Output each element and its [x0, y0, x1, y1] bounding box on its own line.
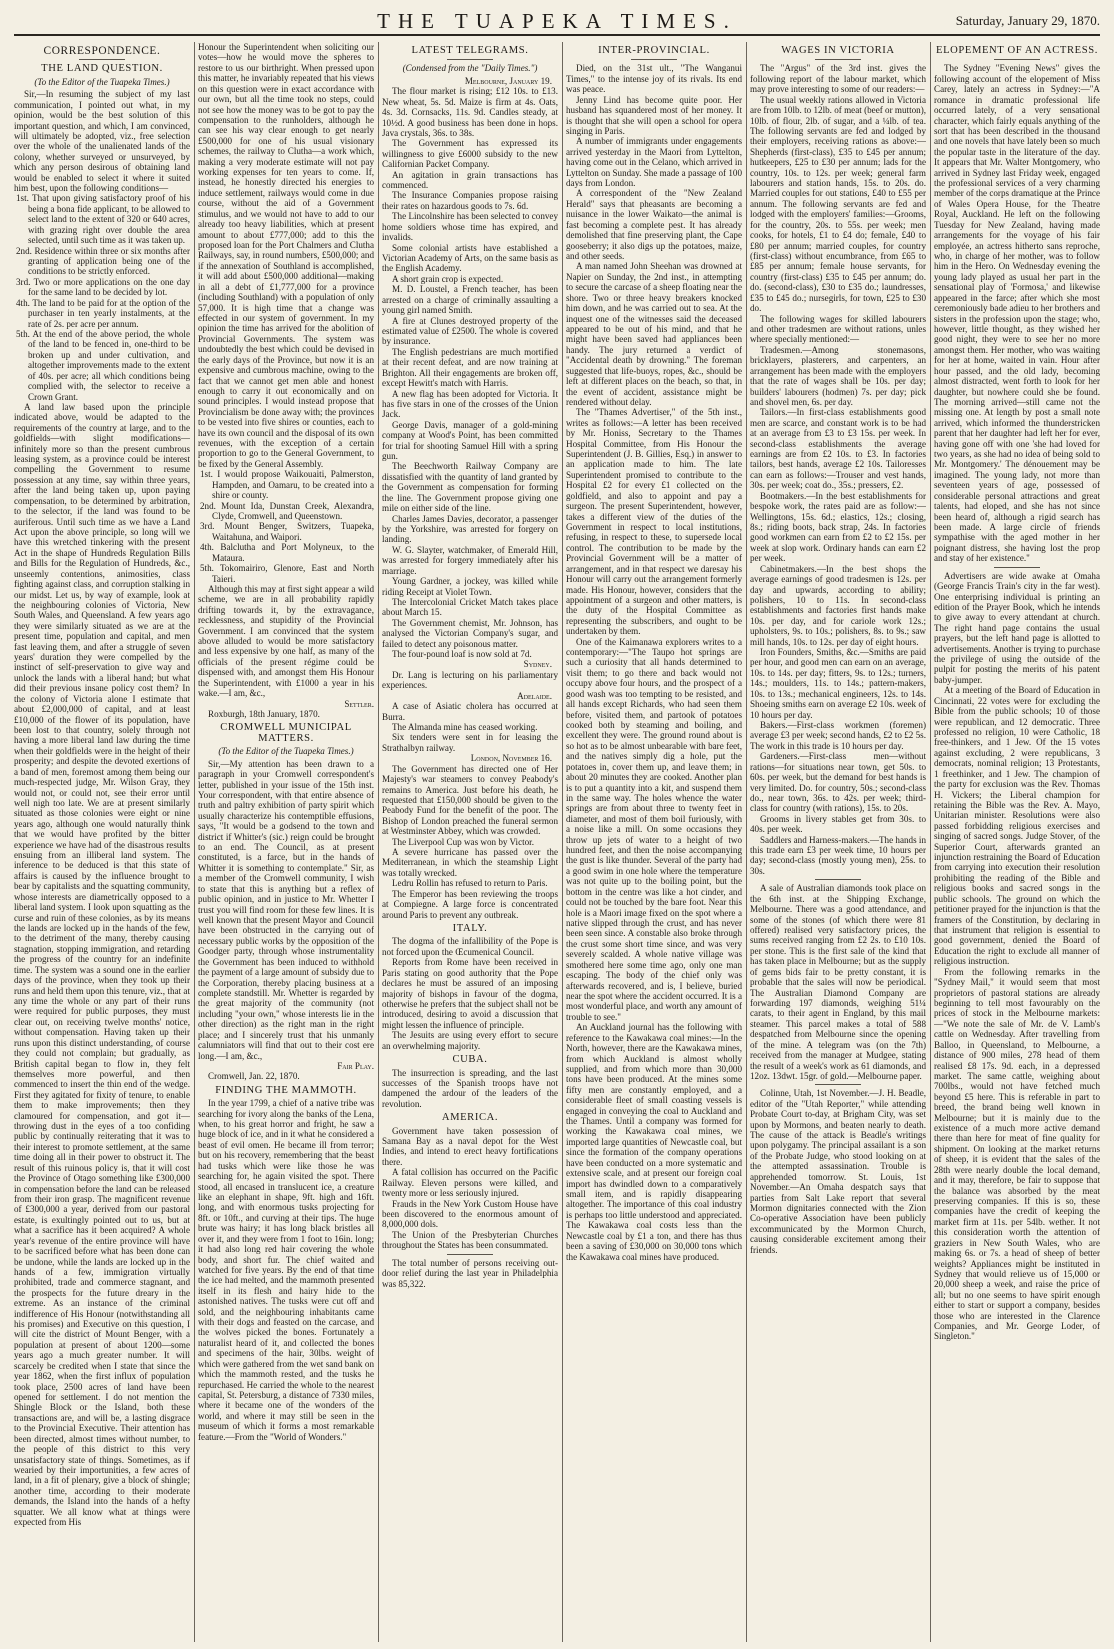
paragraph: The Sydney "Evening News" gives the following account of the elopement of Miss Carey, lately an actress in Sydney:—"A romance in dramatic professional life occurred lately, of a very sensational character, which fairly equals anything of the sort that has been described in the thousand and one novels that have lately been so much the popular taste in the literature of the day. It appears that Mr. Walter Montgomery, who arrived in Sydney last Friday week, engaged the professional services of a very charming member of the corps dramatique at the Prince of Wales Opera House, for the Theatre Royal, Auckland. He left on the following Tuesday for New Zealand, having made arrangements for the voyage of his fair employée, an actress hitherto sans reproche, who, in charge of her mother, was to follow him in the Hero. On Wednesday evening the young lady played as usual her part in the sensational play of 'Formosa,' and likewise appeared in the farce; after which she most ceremoniously bade adieu to her brothers and sisters in the profession upon the stage; who, however, little thought, as they wished her good night, they were to see her no more amongst them. Her mother, who was waiting for her at home, waited in vain. Hour after hour passed, and the old lady, becoming almost distracted, went forth to look for her daughter, but nowhere could she be found. The morning arrived—still came not the missing one. At length by post a small note arrived, which informed the thunderstricken parent that her daughter had left her for ever, having gone off with one 'she had loved for two years, as she had no idea of being sold to Mr. Montgomery.' The dénouement may be imagined. The young lady, not more than seventeen years of age, possessed of considerable personal attractions and great talents, had eloped, and she has not since been heard of, although a rigid search has been made. A large circle of friends sympathise with the aged mother in her poignant distress, she having lost the prop and stay of her existence." — [934, 63, 1100, 564]
divider — [815, 1084, 861, 1085]
paragraph: Although this may at first sight appear a wild scheme, we are in all probability rapidly drifting towards it, by the extravagance, recklessness, and stupidity of the Provincial Government. I am convinced that the system above alluded to would be more satisfactory and less expensive by one half, as many of the officials of the present régime could be dispensed with, and amongst them His Honour the Superintendent, with £1000 a year in his wake.—I am, &c., — [198, 583, 374, 699]
paragraph: The Jesuits are using every effort to secure an overwhelming majority. — [382, 1030, 558, 1051]
signature: Settler. — [344, 698, 374, 709]
paragraph: Cabinetmakers.—In the best shops the average earnings of good tradesmen is 12s. per day and upwards, according to ability; polishers, 10 to 11s. In second-class establishments and factories first hands make 10s. per day, and for cariole work 12s.; upholsters, 9s. to 10s.; polishers, 8s. to 9s.; saw mill hands, 10s. to 12s. per day of eight hours. — [750, 563, 926, 647]
section-heading-italy: ITALY. — [452, 923, 488, 935]
paragraph: Grooms in livery stables get from 30s. to 40s. per week. — [750, 813, 926, 835]
list-item: 5th. Tokomairiro, Glenore, East and North Taieri. — [200, 563, 374, 584]
paragraph: The Intercolonial Cricket Match takes place about March 15. — [382, 596, 558, 618]
list-item: 1st. That upon giving satisfactory proof of his being a bona fide applicant, to be allowed to select land to the extent of 320 or 640 acres, with grazing right over double the area selected, until such time as it was taken up. — [16, 193, 190, 246]
paragraph: From the following remarks in the "Sydney Mail," it would seem that most proprietors of pastoral stations are already beginning to tell most favourably on the prices of stock in the Melbourne markets:—"We note the sale of Mr. de V. Lamb's cattle on Wednesday. After travelling from Balloo, in Queensland, to Melbourne, a distance of 900 miles, 278 head of them realised £8 17s. 9d. each, in a depressed market. The same cattle, weighing about 700lbs., would not have fetched much beyond £5 here. This is referable in part to breed, the brand being well known in Melbourne; but it is mainly due to the existence of a much more active demand there than here for meat of fine quality for shipment. On looking at the market returns of sheep, it is evident that the sales of the 28th were nearly double the local demand, and it may, therefore, be fair to suppose that the balance was absorbed by the meat preserving companies. If this is so, these companies have the credit of keeping the market firm at 11s. per 54lb. wether. It not this consideration worth the attention of graziers in New South Wales, who are making 6s. or 7s. a head of sheep of better weights? Appliances might be instituted in Sydney that would relieve us of 15,000 or 20,000 sheep a week, and raise the price of all; but no one seems to have spirit enough either to start or support a company, besides those who are interested in the Clarence Companies, and Mr. George Loder, of Singleton." — [934, 966, 1100, 1342]
divider — [447, 59, 493, 60]
source-note: (Condensed from the "Daily Times.") — [402, 63, 538, 74]
list-item: 5th. At the end of the above period, the whole of the land to be fenced in, one-third to be broken up and under cultivation, and altogether improvements made to the extent of 40s. per acre; all which conditions being complied with, the selector to receive a Crown Grant. — [16, 328, 190, 402]
columns — [14, 42, 1100, 1642]
list-item: 4th. The land to be paid for at the option of the purchaser in ten yearly instalments, at the rate of 2s. per acre per annum. — [16, 297, 190, 329]
paragraph: The Beechworth Railway Company are dissatisfied with the quantity of land granted by the Government as compensation for forming the line. The Government propose giving one mile on either side of the line. — [382, 461, 558, 514]
divider — [815, 59, 861, 60]
paragraph: Young Gardner, a jockey, was killed while riding Receipt at Violet Town. — [382, 576, 558, 597]
paragraph: Advertisers are wide awake at Omaha (George Francis Train's city in the far west). One enterprising individual is printing an edition of the Prayer Book, which he intends to give away to every attendant at church. The right hand page contains the usual prayers, but the left hand page is allotted to advertisements. Another is trying to purchase the privilege of using the outside of the pulpit for posting the merits of his patent baby-jumper. — [934, 570, 1100, 685]
paragraph: The Government has expressed its willingness to give £6000 subsidy to the new Californian Packet Company. — [382, 138, 558, 170]
paragraph: The total number of persons receiving out-door relief during the last year in Philadelphia was 85,322. — [382, 1257, 558, 1289]
paragraph: W. G. Slayter, watchmaker, of Emerald Hill, was arrested for forgery immediately after his marriage. — [382, 544, 558, 576]
column-1 — [14, 42, 190, 1642]
dateline: Roxburgh, 18th January, 1870. — [208, 709, 320, 719]
paragraph: One of the Kaimanawa explorers writes to a contemporary:—"The Taupo hot springs are such a curiosity that all hands determined to visit them; to go there and back would not occupy above four hours, and the prospect of a good wash was too tempting to be resisted, and all hands except Richards, who had seen them before, visited them, and partook of potatoes cooked both by steaming and boiling, and excellent they were. The ground round about is so hot as to be almost unbearable with bare feet, and the natives simply dig a hole, put the potatoes in, cover them up, and leave them; in about 20 minutes they are cooked. Another plan is to put a quantity into a kit, and suspend them in the same way. The holes whence the water springs are from about three to twenty feet in diameter, and most of them boil furiously, with a noise like a mill. On some occasions they throw up jets of water to a height of two hundred feet, and then the noise accompanying the gust is like thunder. Several of the party had a good swim in one hole where the temperature was not quite up to the boiling point, but the bottom in the centre was like a hot cinder, and could not be touched by the bare foot. Near this hole is a Maori image fixed on the spot where a native slipped through the crust, and has never been seen since. A constable also broke through the crust some short time since, and was very severely scalded. A whole native village was smothered here some time ago, only one man escaping. The body of the chief only was afterwards recovered, and is, I believe, buried near the spot where the accident occurred. It is a most wonderful place, and worth any amount of trouble to see." — [566, 636, 742, 1022]
list-item: 1st. I would propose Waikouaiti, Palmerston, Hampden, and Oamaru, to be created into a shire or county. — [200, 469, 374, 501]
article-title-mammoth: FINDING THE MAMMOTH. — [215, 1084, 357, 1096]
column-4 — [566, 42, 742, 1642]
column-6 — [934, 42, 1100, 1642]
section-heading-correspondence: CORRESPONDENCE. — [43, 45, 161, 57]
paragraph: A case of Asiatic cholera has occurred at Burra. — [382, 701, 558, 722]
paragraph: The Government chemist, Mr. Johnson, has analysed the Victorian Company's sugar, and failed to detect any poisonous matter. — [382, 617, 558, 649]
paragraph: Jenny Lind has become quite poor. Her husband has squandered most of her money. It is thought that she will open a school for opera singing in Paris. — [566, 94, 742, 136]
paragraph: Bootmakers.—In the best establishments for bespoke work, the rates paid are as follow:—Wellingtons, 15s. 6d.; elastics, 12s.; closing, 8s.; riding boots, back strap, 24s. In factories good workmen can earn from £2 to £2 15s. per week at slop work. Ordinary hands can earn £2 per week. — [750, 490, 926, 564]
paragraph: The following wages for skilled labourers and other tradesmen are without rations, unles where specially mentioned:— — [750, 313, 926, 345]
list-item: 4th. Balclutha and Port Molyneux, to the Mataura. — [200, 542, 374, 563]
paragraph: Saddlers and Harness-makers.—The hands in this trade earn £3 per week time, 10 hours per day; second-class (mostly young men), 25s. to 30s. — [750, 834, 926, 876]
dateline: Cromwell, Jan. 22, 1870. — [208, 1071, 300, 1082]
paragraph: Colinne, Utah, 1st November.—J. H. Beadle, editor of the "Utah Reporter," while attending Probate Court to-day, at Brigham City, was set upon by Mormons, and beaten nearly to death. The cause of the attack is Beadle's writings upon polygamy. The principal assailant is a son of the Probate Judge, who stood looking on at the attempted assassination. Trouble is apprehended tomorrow. St. Louis, 1st November.—An Omaha despatch says that parties from Salt Lake report that several Mormon dignitaries connected with the Zion Co-operative Association have been publicly excommunicated by the Mormon Church, causing considerable excitement among their friends. — [750, 1088, 926, 1255]
signature: Fair Play. — [337, 1060, 374, 1071]
paragraph: The Almanda mine has ceased working. — [392, 722, 538, 732]
paragraph: M. D. Loustel, a French teacher, has been arrested on a charge of criminally assaulting a young girl named Smith. — [382, 284, 558, 316]
paragraph: Ledru Rollin has refused to return to Paris. — [392, 878, 548, 889]
editor-address: (To the Editor of the Tuapeka Times.) — [34, 76, 170, 87]
divider — [994, 59, 1040, 60]
paragraph: A man named John Sheehan was drowned at Napier on Sunday, the 2nd inst., in attempting to secure the carcase of a sheep floating near the shore. Two or three heavy breakers knocked him down, and he was carried out to sea. At the inquest one of the witnesses said the deceased appeared to be out of his mind, and that he might have been saved had appliances been handy. The jury returned a verdict of "Accidental death by drowning." The foreman suggested that life-buoys, ropes, &c., should be left at different places on the beach, so that, in the event of accident, assistance might be rendered without delay. — [566, 261, 742, 407]
divider — [447, 1254, 493, 1255]
paragraph: A severe hurricane has passed over the Mediterranean, in which the steamship Light was totally wrecked. — [382, 847, 558, 878]
dateline: London, November 16. — [470, 753, 552, 764]
paragraph: The Union of the Presbyterian Churches throughout the States has been consummated. — [382, 1229, 558, 1251]
column-rule — [194, 42, 195, 1642]
paragraph: A new flag has been adopted for Victoria. It has five stars in one of the crosses of the Union Jack. — [382, 388, 558, 420]
paragraph: Sir,—In resuming the subject of my last communication, I pointed out what, in my opinion, would be the best solution of this important question, and which, I am convinced, will ultimately be adopted, viz., free selection over the whole of the unalienated lands of the colony, whether surveyed or unsurveyed, by which any person desirous of obtaining land would be enabled to select it where it suited him best, upon the following conditions— — [14, 89, 190, 194]
column-2 — [198, 42, 374, 1642]
paragraph: A sale of Australian diamonds took place on the 6th inst. at the Shipping Exchange, Melbourne. There was a good attendance, and some of the stones (of which there were 81 offered) realised very satisfactory prices, the sums received ranging from £2 2s. to £10 10s. per stone. This is the first sale of the kind that has taken place in Melbourne; but as the supply of gems bids fair to be pretty constant, it is probable that the sales will now be periodical. The Australian Diamond Company are forwarding 197 diamonds, weighing 51¼ carats, to their agent in England, by this mail steamer. This parcel makes a total of 588 despatched from Melbourne since the opening of the mine. A telegram was (on the 7th) received from the manager at Mudgee, stating the result of a week's work as 61 diamonds, and 12oz. 13dwt. 15gr. of gold.—Melbourne paper. — [750, 883, 926, 1081]
list-item: 3rd. Two or more applications on the one day for the same land to be decided by lot. — [16, 276, 190, 298]
paragraph: Dr. Lang is lecturing on his parliamentary experiences. — [382, 669, 558, 691]
article-title-inter-provincial: INTER-PROVINCIAL. — [598, 45, 710, 56]
paragraph: The Insurance Companies propose raising their rates on hazardous goods to 7s. 6d. — [382, 190, 558, 211]
dateline: Adelaide. — [517, 690, 552, 701]
masthead — [14, 6, 1100, 36]
list-item: 3rd. Mount Benger, Switzers, Tuapeka, Waitahuna, and Waipori. — [200, 521, 374, 542]
article-title-telegrams: LATEST TELEGRAMS. — [411, 45, 529, 56]
paragraph: A short grain crop is expected. — [392, 273, 504, 284]
paragraph: In the year 1799, a chief of a native tribe was searching for ivory along the banks of the Lena, when, to his great horror and fright, he saw a huge block of ice, and in it what he considered a beast of evil omen. He became ill from terror; but on his recovery, remembering that the beast had tusks which were like those he was searching for, he again visited the spot. There stood, all encased in translucent ice, a creature like an elephant in shape, 9ft. high and 16ft. long, and with enormous tusks projecting for 8ft. or 10ft., and curving at their tips. The huge brute was hairy; it has long black bristles all over it, and they were from 1 foot to 16in. long; it had also long red hair covering the whole body, and short fur. The chief waited and watched for five years. By the end of that time the ice had melted, and the mammoth presented itself in its flesh and hairy hide to the astonished natives. The tusks were cut off and sold, and the neighbouring inhabitants came with their dogs and feasted on the carcase, and the wolves picked the bones. Fortunately a naturalist heard of it, and collected the bones and specimens of the hair, 30lbs. weight of which were gathered from the wet sand bank on which the mammoth rested, and the tusks he repurchased. He carried the whole to the nearest capital, St. Petersburg, a distance of 7330 miles, where it became one of the wonders of the world, and where it may still be seen in the museum of which it forms a most remarkable feature.—From the "World of Wonders." — [198, 1098, 374, 1442]
paragraph: An Auckland journal has the following with reference to the Kawakawa coal mines:—In the North, however, there are the Kawakawa mines, from which Auckland is almost wholly supplied, and from which more than 30,000 tons have been produced. At the mines some fifty men are constantly employed, and a considerable fleet of small coasting vessels is engaged in conveying the coal to Auckland and the Thames. Until a company was formed for working the Kawakawa coal mines, we imported large quantities of Newcastle coal, but since the formation of the company operations have been conducted on a more systematic and extensive scale, and at present our foreign coal import has dwindled down to a comparatively small item, and is rapidly disappearing altogether. The importance of this coal industry is perhaps too little understood and appreciated. The Kawakawa coal costs less than the Newcastle coal by £1 a ton, and there has thus been a saving of £30,000 on 30,000 tons which the Kawakawa coal mines have produced. — [566, 1022, 742, 1262]
paragraph: At a meeting of the Board of Education in Cincinnati, 22 votes were for excluding the Bible from the public schools; 10 of those were republican, and 12 democratic. Three professed no religion, 10 were Catholic, 18 free-thinkers, and 1 Jew. Of the 15 votes against excluding, 2 were republicans, 3 democrats, nominal religion; 13 Protestants, 1 freethinker, and 1 Jew. The champion of the party for exclusion was the Rev. Thomas H. Vickers; the Liberal champion for retaining the Bible was the Rev. A. Mayo, Unitarian minister. Resolutions were also passed forbidding religious exercises and singing of sacred songs. Judge Stover, of the Superior Court, afterwards granted an injunction restraining the Board of Education from carrying into execution their resolution prohibiting the reading of the Bible and religious books and sacred songs in the public schools. The ground on which the petitioner prayed for the injunction is that the framers of the Constitution, by declaring in that instrument that religion is essential to good government, denied the Board of Education the right to exclude all manner of religious instruction. — [934, 685, 1100, 967]
paragraph: A correspondent of the "New Zealand Herald" says that pheasants are becoming a nuisance in the lower Waikato—the animal is fast becoming a complete pest. It has already demolished that fine preserving plant, the Cape gooseberry; it also digs up the potatoes, maize, and other seeds. — [566, 188, 742, 262]
paragraph: Some colonial artists have established a Victorian Academy of Arts, on the same basis as the English Academy. — [382, 242, 558, 274]
paragraph: The Lincolnshire has been selected to convey home soldiers whose time has expired, and invalids. — [382, 211, 558, 243]
paragraph: The "Argus" of the 3rd inst. gives the following report of the labour market, which may prove interesting to some of our readers:— — [750, 63, 926, 95]
column-5 — [750, 42, 926, 1642]
paragraph: Honour the Superintendent when soliciting our votes—how he would move the spheres to restore to us our birthright. When pressed upon this matter, he invariably repeated that his views on this question were in exact accordance with our own, but all the time took no steps, could not see how the money was to be got to pay the compensation to the runholders, although he can see his way clear enough to get nearly £500,000 for one of his usual visionary schemes, the railway to Clutha—a work which, making a very moderate estimate will not pay working expenses for ten years to come. If, instead, he honestly directed his energies to induce settlement, railways would come in due course, without the aid of a Government stimulus, and we would not have to add to our already too heavy liabilities, which at present amount to about £777,000; add to this the proposed loan for the Port Chalmers and Clutha Railways, say, in round numbers, £500,000; and if the annexation of Southland is accomplished, it will add about £500,000 additional—making in all a debt of £1,777,000 for a province (including Southland) with a population of only 57,000. It is high time that a change was effected in our system of government. In my opinion the time has arrived for the abolition of Provincial Governments. The system was undoubtedly the best which could be devised in the early days of the Province, but now it is an expensive and cumbrous machine, owing to the fact that we cannot get men able and honest enough to carry it out economically and on sound principles. I would instead propose that Provincialism be done away with; the provinces to be vested into five shires or counties, each to have its own council and the disposal of its own revenues, with the exception of a certain proportion to go to the General Government, to be fixed by the General Assembly. — [198, 42, 374, 469]
paragraph: Charles James Davies, decorator, a passenger by the Yorkshire, was arrested for forgery on landing. — [382, 513, 558, 545]
paragraph: Bakers.—First-class workmen (foremen) average £3 per week; second hands, £2 to £2 5s. The work in this trade is 10 hours per day. — [750, 720, 926, 751]
paragraph: Frauds in the New York Custom House have been discovered to the enormous amount of 8,000,000 dols. — [382, 1198, 558, 1230]
article-title-wages: WAGES IN VICTORIA — [781, 45, 895, 56]
column-rule — [378, 42, 379, 1642]
paragraph: Gardeners.—First-class men—without rations—for situations near town, get 50s. to 60s. per week, but the demand for best hands is very limited. Do. for country, 50s.; second-class do., near town, 36s. to 42s. per week; third-class for country (with rations), 15s. to 20s. — [750, 751, 926, 814]
article-title-land-question: THE LAND QUESTION. — [41, 63, 163, 75]
paragraph: The "Thames Advertiser," of the 5th inst., writes as follows:—A letter has been received by Mr. Honiss, Secretary to the Thames Hospital Committee, from His Honour the Superintendent (J. B. Gillies, Esq.) in answer to an application made to him. The late Superintendent promised to contribute to the Hospital £2 for every £1 collected on the goldfield, and also to appoint and pay a surgeon. The present Superintendent, however, takes a different view of the duties of the Government in respect to local institutions, refusing, in respect to these, to supersede local control. The contribution to be made by the Provincial Government will be a matter of arrangement, and in that respect we daresay his Honour will carry out the arrangement formerly made. His Honour, however, considers that the appointment of a surgeon and other matters, is the duty of the Hospital Committee as representing the subscribers, and ought to be undertaken by them. — [566, 407, 742, 637]
paragraph: The Emperor has been reviewing the troops at Compiegne. A large force is concentrated around Paris to prevent any outbreak. — [382, 888, 558, 920]
column-3 — [382, 42, 558, 1642]
article-title-cromwell: CROMWELL MUNICIPAL MATTERS. — [220, 722, 352, 744]
dateline: Melbourne, January 19. — [464, 75, 552, 86]
dateline: Sydney. — [523, 659, 552, 670]
paragraph: George Davis, manager of a gold-mining company at Wood's Point, has been committed for trial for shooting Samuel Hill with a spring gun. — [382, 419, 558, 462]
divider — [994, 567, 1040, 568]
column-rule — [746, 42, 747, 1642]
paragraph: Iron Founders, Smiths, &c.—Smiths are paid per hour, and good men can earn on an average, 10s. to 14s. per day; fitters, 9s. to 12s.; turners, 14s.; moulders, 11s. to 14s.; pattern-makers, 10s. to 13s.; mechanical engineers, 12s. to 14s. Shoeing smiths earn on average £2 10s. week of 10 hours per day. — [750, 647, 926, 720]
paragraph: Government have taken possession of Samana Bay as a naval depot for the West Indies, and intend to erect heavy fortifications there. — [382, 1125, 558, 1167]
divider — [631, 59, 677, 60]
paragraph: The usual weekly rations allowed in Victoria are from 10lb. to 12lb. of meat (beef or mutton), 10lb. of flour, 2lb. of sugar, and a ¼lb. of tea. The following servants are fed and lodged by their employers, receiving rations as above:—Shepherds (first-class), £35 to £45 per annum; hutkeepers, £25 to £30 per annum; lads for the country, 10s. to 12s. per week; general farm labourers and station hands, 15s. to 20s. do. Married couples for out stations, £40 to £55 per annum. The following servants are fed and lodged with the employers' families:—Grooms, for the country, 20s. to 55s. per week; men cooks, for hotels, £1 to £4 do; female, £40 to £80 per annum; married couples, for country (first-class) without encumbrance, from £65 to £85 per annum; female house servants, for country (first-class) £35 to £45 per annum; do. do. (second-class), £30 to £35 do.; laundresses, £35 to £45 do.; nursegirls, for town, £25 to £30 do. — [750, 94, 926, 314]
paragraph: The four-pound loaf is now sold at 7d. — [392, 649, 532, 660]
paragraph: The English pedestrians are much mortified at their recent defeat, and are now training at Brighton. All their engagements are broken off, except Hewitt's match with Harris. — [382, 346, 558, 389]
paragraph: Six tenders were sent in for leasing the Strathalbyn railway. — [382, 732, 558, 753]
article-title-elopement: ELOPEMENT OF AN ACTRESS. — [936, 45, 1098, 56]
paragraph: A number of immigrants under engagements arrived yesterday in the Maori from Lyttelton, having come out in the Celano, which arrived in Lyttelton on Sunday. She made a passage of 100 days from London. — [566, 136, 742, 189]
paragraph: Sir,—My attention has been drawn to a paragraph in your Cromwell correspondent's letter, published in your issue of the 15th inst. Your correspondent, with that entire absence of truth and paltry exhibition of party spirit which usually characterize his contemptible effusions, says, "It would be a godsend to the town and district if Whitter's (sic.) reign could be brought to an end. The Council, as at present constituted, is a farce, but in the hands of Whitter it is something to contemplate." Sir, as a member of the Cromwell community, I wish to state that this is anything but a reflex of public opinion, and in justice to Mr. Whetter I trust you will find room for these few lines. It is well known that the present Mayor and Council have been obstructed in the carrying out of necessary public works by the opposition of the Goodger party, through whose instrumentality the Government has been induced to withhold the payment of a large amount of subsidy due to the Corporation, thereby placing business at a complete standstill. Mr. Whetter is regarded by the great majority of the community (not including "your own," whose interests lie in the other direction) as the right man in the right place; and I sincerely trust that his unmanly calumniators will find that out to their cost ere long.—I am, &c., — [198, 758, 374, 1061]
newspaper-title: THE TUAPEKA TIMES. — [377, 9, 737, 33]
paragraph: The Government has directed one of Her Majesty's war steamers to convey Peabody's remains to America. Just before his death, he requested that £150,000 should be given to the Peabody Fund for the benefit of the poor. The Bishop of London preached the funeral sermon at Westminster Abbey, which was crowded. — [382, 763, 558, 837]
list-item: 2nd. Residence within three or six months after granting of application being one of the conditions to be strictly enforced. — [16, 245, 190, 277]
section-heading-cuba: CUBA. — [452, 1054, 488, 1066]
column-rule — [562, 42, 563, 1642]
divider — [79, 59, 125, 60]
paragraph: The dogma of the infallibility of the Pope is not forced upon the Œcumenical Council. — [382, 936, 558, 957]
editor-address: (To the Editor of the Tuapeka Times.) — [218, 746, 354, 757]
paragraph: Died, on the 31st ult., "The Wanganui Times," to the intense joy of its rivals. Its end was peace. — [566, 63, 742, 95]
section-heading-america: AMERICA. — [441, 1112, 499, 1124]
paragraph: An agitation in grain transactions has commenced. — [382, 169, 558, 191]
list-item: 2nd. Mount Ida, Dunstan Creek, Alexandra, Clyde, Cromwell, and Queenstown. — [200, 500, 374, 521]
paragraph: The Liverpool Cup was won by Victor. — [392, 836, 534, 847]
divider — [815, 879, 861, 880]
paragraph: A land law based upon the principle indicated above, would be adapted to the requirements of the country at large, and to the goldfields—with slight modifications—infinitely more so than the present cumbrous leasing system, as a province could be interest compelling the Government to resume possession at any time, say within three years, after the land being taken up, upon paying compensation, to be determined by arbitration, to the selector, if the land was found to be auriferous. Until such time as we have a Land Act upon the above principle, so long will we have this wretched tinkering with the present Act in the shape of Hundreds Regulation Bills and Bills for the Regulation of Hundreds, &c., unseemly contentions, animosities, class fighting against class, and corruption stalking in our midst. Let us, by way of example, look at the neighbouring colonies of Victoria, New South Wales, and Queensland. A few years ago they were similarly situated as we are at the present time, population and capital, and men fast leaving them, and after a struggle of seven years' duration they were compelled by the instinct of self-preservation to give way and unlock the lands with a liberal hand; but what did their previous insane policy cost them? In the colony of Victoria alone I estimate that about £2,000,000 of capital, and at least £10,000 of the flower of its population, have been lost to that country, solely through not having a more liberal land law during the time when their goldfields were in the height of their prosperity; and despite the devoted exertions of a band of men, foremost among them being our much-respected judge, Mr. Wilson Gray, they would not, or could not, see their error until well nigh too late. We are at present similarly situated as those colonies were eight or nine years ago, although one would naturally think that we would have profited by the bitter experience we have had of the disastrous results ensuing from an illiberal land system. The inference to be deduced is that this state of affairs is caused by the influence brought to bear by capitalists and the squatting community, whose interests are diametrically opposed to a liberal land system. I look upon squatting as the curse and ruin of these colonies, as by its means the lands are locked up in the hands of the few, to the detriment of the many, thereby causing stagnation, stopping immigration, and retarding the progress of the country for an indefinite time. The system was a sound one in the earlier days of the province, when they took up their runs and held them upon this tenure, viz., that at any time the whole or any part of their runs were required for public purposes, they must clear out, on receiving twelve months' notice, without compensation. Having taken up their runs upon this distinct understanding, of course they could not complain; but gradually, as British capital began to flow in, they felt themselves more powerful, and then commenced to insert the thin end of the wedge. First they agitated for fixity of tenure, to enable them to make improvements; then they clamoured for compensation, and got it—throwing dust in the eyes of a too confiding public by continually reiterating that it was to their interest to promote settlement, at the same time doing all in their power to obstruct it. The result of this ruinous policy is, that it will cost the Province of Otago something like £300,000 in compensation before the land can be released from their iron grasp. The magnificent revenue of £300,000 a year, derived from our pastoral estate, is exultingly pointed out to us, but at what a sacrifice has it been acquired? A whole year's revenue of the entire province will have to be sacrificed before what has been done can be undone, while the lands are locked up in the hands of a few, immigration virtually prohibited, trade and commerce stagnant, and the prospects for the future dreary in the extreme. As an instance of the criminal indifference of His Honour (notwithstanding all his promises) and Executive on this question, I will cite the district of Mount Benger, with a population at present of about 1200—some years ago a much greater number. It will scarcely be credited when I state that since the year 1862, when the first influx of population took place, 2500 acres of land have been opened for settlement. I do not mention the Shingle Block or the Island, both these transactions are, and will be, a lasting disgrace to the Provincial Executive. Their attention has been directed, almost times without number, to the people of this district to this very unsatisfactory state of things. Sometimes, as if wearied by their importunities, a few acres of land, in a fit of plenary, give a block of shingle; another time, according to their moderate demands, the Island into the hands of a hefty squatter. We all know what at things were expected from His — [14, 401, 190, 1528]
paragraph: A fire at Clunes destroyed property of the estimated value of £2500. The whole is covered by insurance. — [382, 315, 558, 347]
paragraph: The flour market is rising; £12 10s. to £13. New wheat, 5s. 5d. Maize is firm at 4s. Oats, 4s. 3d. Cornsacks, 11s. 9d. Candles steady, at 10½d. A good business has been done in hops. Java crystals, 36s. to 38s. — [382, 86, 558, 138]
column-rule — [930, 42, 931, 1642]
paragraph: Tradesmen.—Among stonemasons, bricklayers, plasterers, and carpenters, an arrangement has been made with the employers that the rate of wages shall be 10s. per day; builders' labourers (hodmen) 7s. per day; pick and shovel men, 6s. per day. — [750, 344, 926, 407]
paragraph: The insurrection is spreading, and the last successes of the Spanish troops have not dampened the ardour of the leaders of the revolution. — [382, 1067, 558, 1109]
paragraph: Tailors.—In first-class establishments good men are scarce, and constant work is to be had at an average from £3 to £3 15s. per week. In second-class establishments the average earnings are from £2 10s. to £3. In factories tailors, best hands, average £2 10s. Tailoresses can earn as follows:—Trouser and vest hands, 30s. per week; coat do., 35s.; pressers, £2. — [750, 407, 926, 491]
paragraph: A fatal collision has occurred on the Pacific Railway. Eleven persons were killed, and twenty more or less seriously injured. — [382, 1167, 558, 1199]
paragraph: Reports from Rome have been received in Paris stating on good authority that the Pope declares he must be assured of an imposing majority of bishops in favour of the dogma, otherwise he prefers that the subject shall not be introduced, desiring to avoid a discussion that might lessen the influence of principle. — [382, 957, 558, 1030]
issue-date: Saturday, January 29, 1870. — [955, 13, 1100, 28]
